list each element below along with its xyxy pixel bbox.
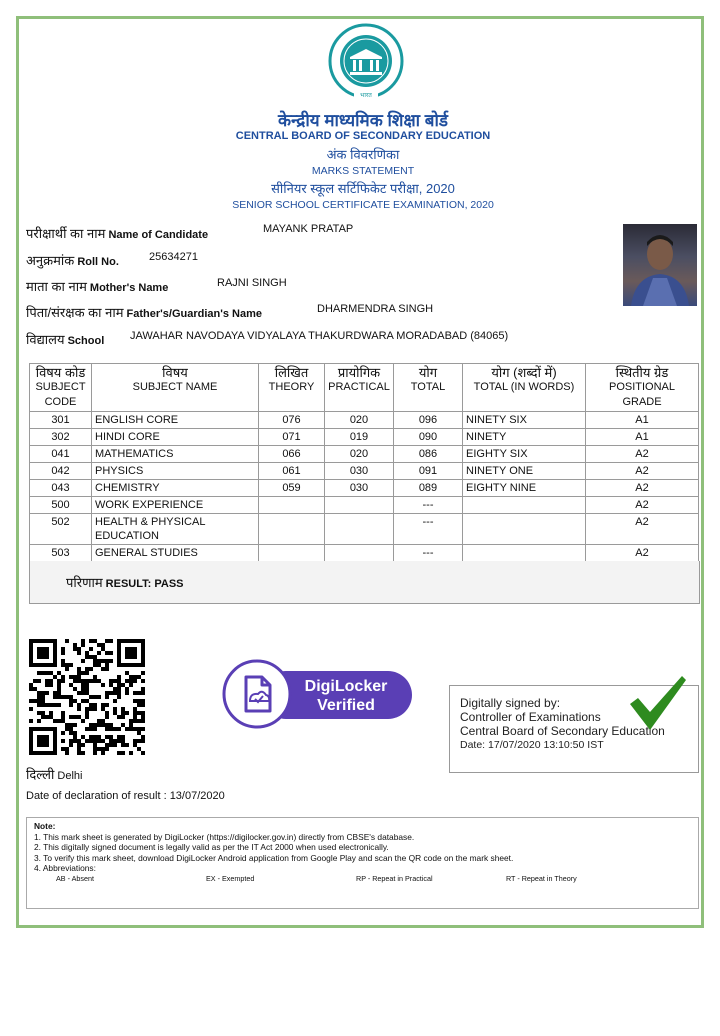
- candidate-name: MAYANK PRATAP: [263, 223, 354, 235]
- abbr-exempted: EX - Exempted: [206, 873, 255, 883]
- col-header-theory: लिखित THEORY: [259, 364, 325, 412]
- roll-row: [26, 251, 119, 269]
- father-label-hindi: पिता/संरक्षक का नाम: [26, 305, 124, 320]
- note-title: Note:: [34, 821, 56, 831]
- signature-line-3: Central Board of Secondary Education: [460, 724, 665, 738]
- mother-label-hindi: माता का नाम: [26, 279, 87, 294]
- candidate-name-label-hindi: परीक्षार्थी का नाम: [26, 226, 106, 241]
- table-row: 042 PHYSICS 061 030 091 NINETY ONE A2: [30, 463, 699, 480]
- result-label-hindi: परिणाम: [66, 575, 103, 590]
- mother-name: RAJNI SINGH: [217, 277, 287, 289]
- statement-title-hindi: अंक विवरणिका: [326, 147, 400, 162]
- school-label: School: [67, 335, 105, 347]
- col-header-subject: विषय SUBJECT NAME: [92, 364, 259, 412]
- result-value: PASS: [154, 578, 184, 590]
- declaration-date: Date of declaration of result : 13/07/2020: [26, 790, 225, 802]
- table-row: 041 MATHEMATICS 066 020 086 EIGHTY SIX A2: [30, 446, 699, 463]
- verified-label: Verified: [317, 697, 375, 714]
- roll-label: Roll No.: [77, 256, 119, 268]
- col-header-total-words: योग (शब्दों में) TOTAL (IN WORDS): [463, 364, 586, 412]
- father-row: [26, 303, 262, 321]
- table-row: 302 HINDI CORE 071 019 090 NINETY A1: [30, 429, 699, 446]
- mother-label: Mother's Name: [89, 282, 169, 294]
- board-title-hindi: केन्द्रीय माध्यमिक शिक्षा बोर्ड: [278, 111, 448, 130]
- table-row: 502 HEALTH & PHYSICAL EDUCATION --- A2: [30, 514, 699, 545]
- abbr-absent: AB - Absent: [56, 873, 94, 883]
- signature-line-1: Digitally signed by:: [460, 696, 561, 710]
- place-line: [26, 765, 82, 783]
- signature-date: Date: 17/07/2020 13:10:50 IST: [460, 739, 604, 751]
- abbr-repeat-practical: RP - Repeat in Practical: [356, 873, 433, 883]
- cbse-emblem-icon: [326, 23, 406, 103]
- person-photo-icon: [623, 224, 697, 306]
- board-title-english: CENTRAL BOARD OF SECONDARY EDUCATION: [235, 130, 491, 142]
- signature-line-2: Controller of Examinations: [460, 710, 601, 724]
- exam-title-english: SENIOR SCHOOL CERTIFICATE EXAMINATION, 2020: [232, 199, 494, 211]
- place-hindi: दिल्ली: [26, 767, 55, 782]
- abbreviations-row: [34, 874, 691, 885]
- candidate-photo: [623, 224, 697, 306]
- school-name: JAWAHAR NAVODAYA VIDYALAYA THAKURDWARA MORADABAD (84065): [130, 330, 509, 342]
- table-row: 500 WORK EXPERIENCE --- A2: [30, 497, 699, 514]
- note-item: 3. To verify this mark sheet, download DigiLocker Android application from Google Play and scan the QR code on the mark sheet.: [34, 852, 514, 863]
- marks-statement-sheet: [16, 16, 704, 928]
- digilocker-label: DigiLocker: [304, 678, 388, 695]
- abbr-repeat-theory: RT - Repeat in Theory: [506, 873, 577, 883]
- table-row: 503 GENERAL STUDIES --- A2: [30, 545, 699, 562]
- logo-caption: भारत: [360, 92, 372, 99]
- result-label: RESULT:: [105, 578, 152, 590]
- father-name: DHARMENDRA SINGH: [317, 303, 434, 315]
- note-item: 4. Abbreviations:: [34, 863, 96, 874]
- result-box: [29, 561, 700, 604]
- table-header-row: [30, 364, 699, 412]
- col-header-grade: स्थितीय ग्रेड POSITIONAL GRADE: [586, 364, 699, 412]
- col-header-total: योग TOTAL: [394, 364, 463, 412]
- col-header-code: विषय कोड SUBJECT CODE: [30, 364, 92, 412]
- roll-label-hindi: अनुक्रमांक: [26, 253, 75, 268]
- marks-table: [29, 363, 699, 562]
- candidate-name-label: Name of Candidate: [108, 229, 209, 241]
- note-item: 1. This mark sheet is generated by DigiLocker (https://digilocker.gov.in) directly from CBSE's database.: [34, 831, 415, 842]
- mother-row: [26, 277, 168, 295]
- note-box: [26, 817, 699, 909]
- note-item: 2. This digitally signed document is legally valid as per the IT Act 2000 when used electronically.: [34, 842, 389, 853]
- statement-title-english: MARKS STATEMENT: [311, 165, 415, 177]
- school-label-hindi: विद्यालय: [26, 332, 65, 347]
- table-row: 043 CHEMISTRY 059 030 089 EIGHTY NINE A2: [30, 480, 699, 497]
- qr-code-icon[interactable]: [29, 639, 145, 755]
- table-row: 301 ENGLISH CORE 076 020 096 NINETY SIX A1: [30, 412, 699, 429]
- result-line: [66, 573, 184, 591]
- place-english: Delhi: [57, 770, 83, 782]
- digital-signature-box: [449, 685, 699, 773]
- digilocker-verified-badge: [222, 659, 416, 729]
- father-label: Father's/Guardian's Name: [126, 308, 262, 320]
- col-header-practical: प्रायोगिक PRACTICAL: [325, 364, 394, 412]
- checkmark-icon: [628, 674, 688, 732]
- candidate-name-row: [26, 224, 208, 242]
- exam-title-hindi: सीनियर स्कूल सर्टिफिकेट परीक्षा, 2020: [271, 181, 455, 196]
- roll-number: 25634271: [149, 251, 198, 263]
- school-row: [26, 330, 104, 348]
